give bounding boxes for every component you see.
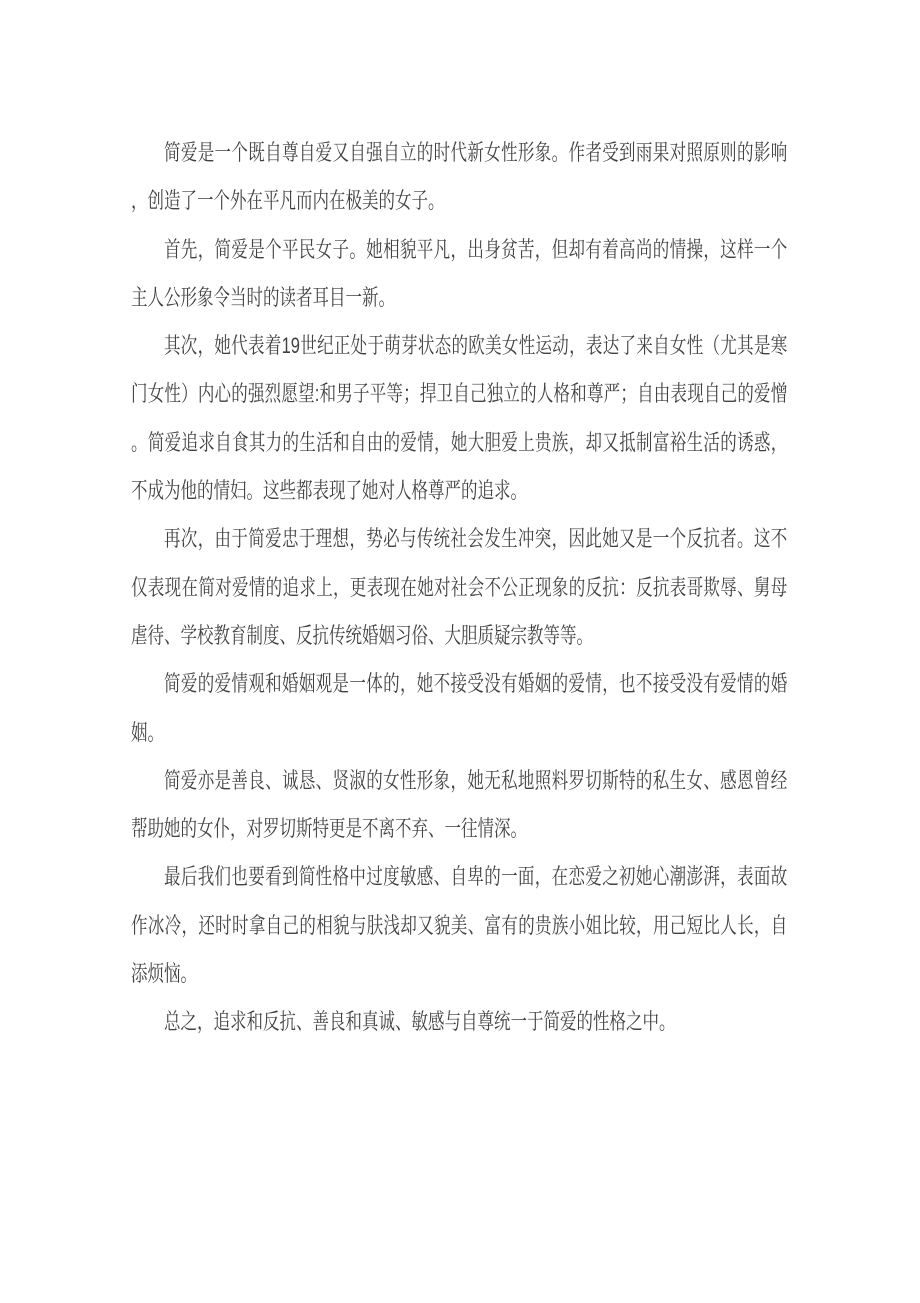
paragraph-4-line-3: 虐待、学校教育制度、反抗传统婚姻习俗、大胆质疑宗教等等。 — [131, 622, 594, 648]
paragraph-2-line-1: 首先，简爱是个平民女子。她相貌平凡，出身贫苦，但却有着高尚的情操，这样一个 — [164, 236, 788, 262]
paragraph-5-line-1: 简爱的爱情观和婚姻观是一体的，她不接受没有婚姻的爱情，也不接受没有爱情的婚 — [164, 671, 788, 697]
paragraph-3-line-2: 门女性）内心的强烈愿望:和男子平等；捍卫自己独立的人格和尊严；自由表现自己的爱憎 — [131, 381, 788, 407]
paragraph-7-line-2: 作冰冷，还时时拿自己的相貌与肤浅却又貌美、富有的贵族小姐比较，用己短比人长，自 — [131, 912, 788, 938]
paragraph-4-line-1: 再次，由于简爱忠于理想，势必与传统社会发生冲突，因此她又是一个反抗者。这不 — [164, 526, 788, 552]
paragraph-5-line-2: 姻。 — [131, 719, 165, 745]
paragraph-3-line-4: 不成为他的情妇。这些都表现了她对人格尊严的追求。 — [131, 478, 528, 504]
paragraph-4-line-2: 仅表现在简对爱情的追求上，更表现在她对社会不公正现象的反抗：反抗表哥欺辱、舅母 — [131, 574, 788, 600]
paragraph-6-line-1: 简爱亦是善良、诚恳、贤淑的女性形象，她无私地照料罗切斯特的私生女、感恩曾经 — [164, 767, 788, 793]
paragraph-3-line-3: 。简爱追求自食其力的生活和自由的爱情，她大胆爱上贵族，却又抵制富裕生活的诱惑， — [131, 429, 788, 455]
paragraph-1-line-2: ，创造了一个外在平凡而内在极美的女子。 — [131, 188, 445, 214]
document-body — [131, 129, 787, 1047]
paragraph-2-line-2: 主人公形象令当时的读者耳目一新。 — [131, 284, 396, 310]
paragraph-8-line-1: 总之，追求和反抗、善良和真诚、敏感与自尊统一于简爱的性格之中。 — [164, 1009, 676, 1035]
paragraph-1-line-1: 简爱是一个既自尊自爱又自强自立的时代新女性形象。作者受到雨果对照原则的影响 — [164, 140, 788, 165]
paragraph-7-line-1: 最后我们也要看到简性格中过度敏感、自卑的一面，在恋爱之初她心潮澎湃，表面故 — [164, 864, 788, 890]
paragraph-3-line-1: 其次，她代表着19世纪正处于萌芽状态的欧美女性运动，表达了来自女性（尤其是寒 — [164, 333, 788, 359]
paragraph-7-line-3: 添烦恼。 — [131, 961, 198, 987]
paragraph-6-line-2: 帮助她的女仆，对罗切斯特更是不离不弃、一往情深。 — [131, 816, 528, 842]
